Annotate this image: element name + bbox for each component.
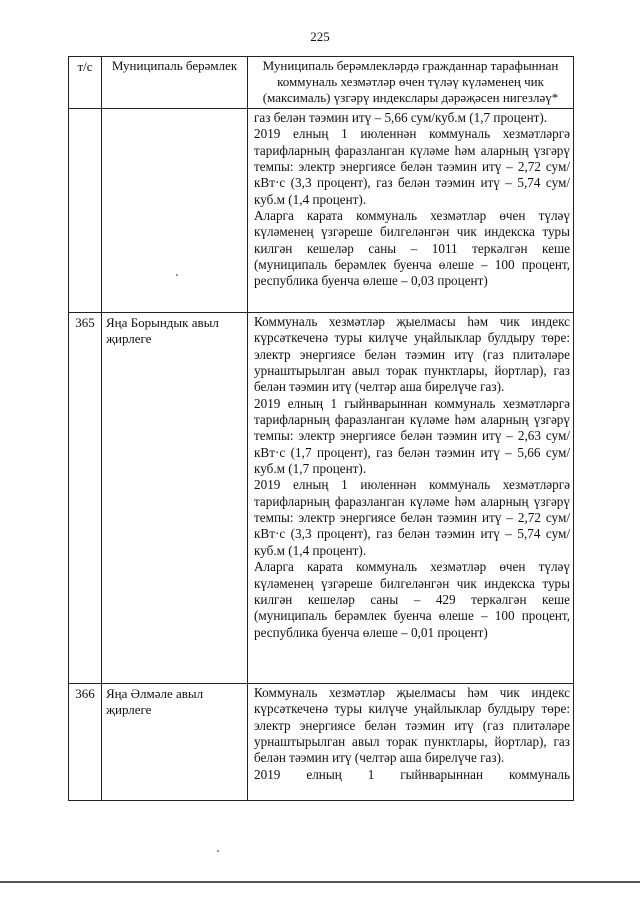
header-number: т/с <box>69 57 102 109</box>
justification-cell <box>248 684 574 801</box>
municipality-name <box>102 109 248 313</box>
paragraph: Аларга карата коммуналь хезмәтләр өчен түләү күләменең үзгәреше билгеләнгән чик индекска туры килгән кешеләр саны – 429 теркәлгән кеше (муниципаль берәмлек буенча өлеше – 100 процент, республика буенча өлеше – 0,01 процент) <box>254 559 570 640</box>
justification-cell <box>248 109 574 313</box>
table-row <box>69 684 574 801</box>
row-number <box>69 109 102 313</box>
row-number: 366 <box>69 684 102 801</box>
paragraph: Аларга карата коммуналь хезмәтләр өчен түләү күләменең үзгәреше билгеләнгән чик индекска туры килгән кешеләр саны – 1011 теркәлгән кеше (муниципаль берәмлек буенча өлеше – 100 процент, республика буенча өлеше – 0,03 процент) <box>254 208 570 289</box>
header-municipality: Муниципаль берәмлек <box>102 57 248 109</box>
paragraph: 2019 елның 1 гыйнварыннан коммуналь хезмәтләргә тарифларның фаразланган күләме һәм аларның үзгәрү темпы: электр энергиясе белән тәэмин итү – 2,63 сум/кВт·с (1,7 процент), газ белән тәэмин итү – 5,66 сум/куб.м (1,7 процент). <box>254 395 570 477</box>
justification-cell <box>248 313 574 684</box>
scan-edge-line <box>0 881 640 883</box>
tariff-index-table <box>68 56 574 801</box>
paragraph: 2019 елның 1 гыйнварыннан коммуналь <box>254 766 570 782</box>
paragraph: Коммуналь хезмәтләр җыелмасы һәм чик индекс күрсәткеченә туры килүче уңайлыклар булдыру төре: электр энергиясе белән тәэмин итү (газ плитәләре урнаштырылган авыл торак пунктлары, йортлар), газ белән тәэмин итү (челтәр аша бирелүче газ). <box>254 314 570 395</box>
paragraph: газ белән тәэмин итү – 5,66 сум/куб.м (1,7 процент). <box>254 110 548 125</box>
row-number: 365 <box>69 313 102 684</box>
paragraph: Коммуналь хезмәтләр җыелмасы һәм чик индекс күрсәткеченә туры килүче уңайлыклар булдыру төре: электр энергиясе белән тәэмин итү (газ плитәләре урнаштырылган авыл торак пунктлары, йортлар), газ белән тәэмин итү (челтәр аша бирелүче газ). <box>254 685 570 766</box>
scan-speck <box>176 274 178 276</box>
municipality-name: Яңа Әлмәле авыл җирлеге <box>102 684 248 801</box>
table-row <box>69 109 574 313</box>
table-header-row <box>69 57 574 109</box>
paragraph: 2019 елның 1 июленнән коммуналь хезмәтләргә тарифларның фаразланган күләме һәм аларның үзгәрү темпы: электр энергиясе белән тәэмин итү – 2,72 сум/кВт·с (3,3 процент), газ белән тәэмин итү – 5,74 сум/куб.м (1,4 процент). <box>254 477 570 558</box>
municipality-name: Яңа Борындык авыл җирлеге <box>102 313 248 684</box>
table-row <box>69 313 574 684</box>
page-number: 225 <box>310 29 330 44</box>
header-justification: Муниципаль берәмлекләрдә гражданнар тарафыннан коммуналь хезмәтләр өчен түләү күләменең чик (максималь) үзгәрү индекслары дәрәҗәсен нигезләү* <box>248 57 574 109</box>
paragraph: 2019 елның 1 июленнән коммуналь хезмәтләргә тарифларның фаразланган күләме һәм аларның үзгәрү темпы: электр энергиясе белән тәэмин итү – 2,72 сум/кВт·с (3,3 процент), газ белән тәэмин итү – 5,74 сум/куб.м (1,4 процент). <box>254 126 570 207</box>
scan-speck <box>217 850 219 852</box>
